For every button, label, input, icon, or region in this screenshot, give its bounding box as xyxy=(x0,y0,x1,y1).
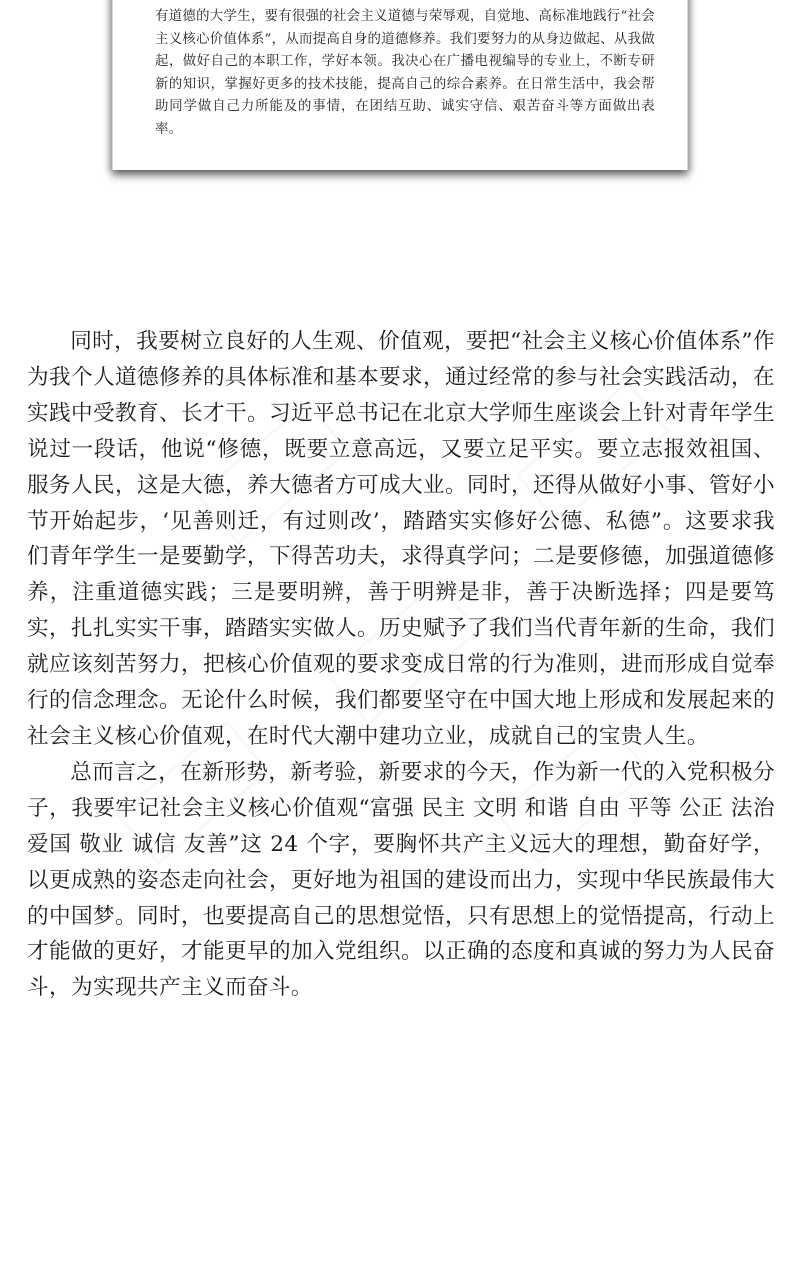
card-paragraph: 有道德的大学生，要有很强的社会主义道德与荣辱观，自觉地、高标准地践行“社会主义核心价值体系”，从而提高自身的道德修养。我们要努力的从身边做起、从我做起，做好自己的本职工作，学好本领。我决心在广播电视编导的专业上，不断专研新的知识，掌握好更多的技术技能，提高自己的综合素养。在日常生活中，我会帮助同学做自己力所能及的事情，在团结互助、诚实守信、艰苦奋斗等方面做出表率。 xyxy=(155,9,656,137)
document-body xyxy=(27,324,775,1006)
body-paragraph: 总而言之，在新形势，新考验，新要求的今天，作为新一代的入党积极分子，我要牢记社会主义核心价值观“富强 民主 文明 和谐 自由 平等 公正 法治 爱国 敬业 诚信 友善”这 24 个字，要胸怀共产主义远大的理想，勤奋好学，以更成熟的姿态走向社会，更好地为祖国的建设而出力，实现中华民族最伟大的中国梦。同时，也要提高自己的思想觉悟，只有思想上的觉悟提高，行动上才能做的更好，才能更早的加入党组织。以正确的态度和真诚的努力为人民奋斗，为实现共产主义而奋斗。 xyxy=(27,759,775,1001)
document-preview-card xyxy=(112,0,688,170)
body-paragraph: 同时，我要树立良好的人生观、价值观，要把“社会主义核心价值体系”作为我个人道德修养的具体标准和基本要求，通过经常的参与社会实践活动，在实践中受教育、长才干。习近平总书记在北京大学师生座谈会上针对青年学生说过一段话，他说“修德，既要立意高远，又要立足平实。要立志报效祖国、服务人民，这是大德，养大德者方可成大业。同时，还得从做好小事、管好小节开始起步，‘见善则迁，有过则改’，踏踏实实修好公德、私德”。这要求我们青年学生一是要勤学，下得苦功夫，求得真学问；二是要修德，加强道德修养，注重道德实践；三是要明辨，善于明辨是非，善于决断选择；四是要笃实，扎扎实实干事，踏踏实实做人。历史赋予了我们当代青年新的生命，我们就应该刻苦努力，把核心价值观的要求变成日常的行为准则，进而形成自觉奉行的信念理念。无论什么时候，我们都要坚守在中国大地上形成和发展起来的社会主义核心价值观，在时代大潮中建功立业，成就自己的宝贵人生。 xyxy=(27,329,775,749)
